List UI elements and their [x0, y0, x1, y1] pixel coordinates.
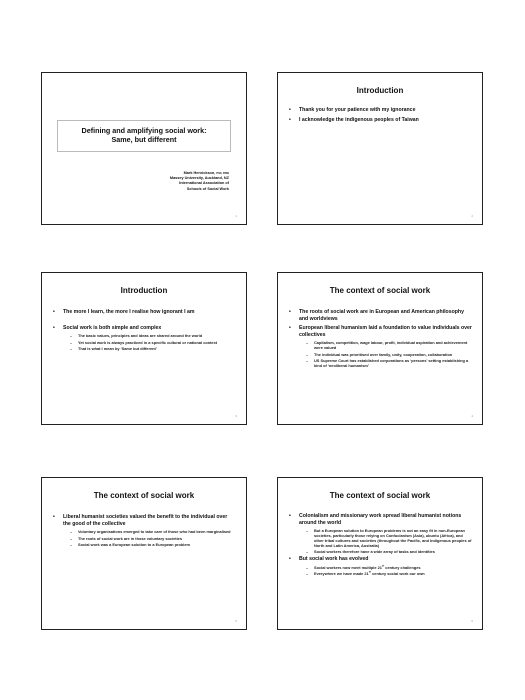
- slide-content: [288, 309, 472, 370]
- slide-number: 6: [471, 619, 473, 623]
- sub-bullet: – US Supreme Court has established corporations as ‘persons’ setting establishing a kind of ‘neoliberal humanism’: [306, 357, 469, 368]
- slide-title: The context of social work: [93, 491, 195, 500]
- sub-bullet: – Social work was a European solution to a European problem: [70, 541, 190, 547]
- sub-bullet: – The roots of social work are in those voluntary societies: [70, 535, 182, 541]
- author-block: [170, 171, 229, 192]
- slide-2: [277, 72, 483, 225]
- author-affiliation: Schools of Social Work: [186, 186, 229, 191]
- sub-bullet: – Everywhere we have made 21st century social work our own: [306, 571, 425, 577]
- bullet: • The roots of social work are in European and American philosophy and worldviews: [289, 309, 464, 322]
- sub-bullet: – Social workers now meet multiple 21st century challenges: [306, 564, 421, 570]
- slide-title: Introduction: [120, 286, 168, 295]
- slide-title: The context of social work: [329, 286, 431, 295]
- sub-bullet: – Yet social work is always practiced in a specific cultural or national context: [70, 339, 218, 345]
- sub-bullet: – That is what I mean by ‘Same but different’: [70, 345, 157, 351]
- slide-3: [41, 272, 247, 425]
- title-line: Defining and amplifying social work:: [81, 126, 207, 135]
- slide-4: [277, 272, 483, 425]
- bullet: • Thank you for your patience with my ignorance: [289, 107, 416, 113]
- sub-bullet: – Social workers therefore have a wide array of tasks and identities: [306, 548, 435, 554]
- sub-bullet: – The individual was prioritised over family, unity, cooperation, collaboration: [306, 351, 453, 357]
- slide-content: [52, 309, 236, 353]
- slide-6: [277, 477, 483, 630]
- slide-5: [41, 477, 247, 630]
- slide-title: Introduction: [356, 86, 404, 95]
- slide-1: [41, 72, 247, 225]
- author-credentials: PhD, RSW: [216, 172, 229, 175]
- presentation-title: [57, 120, 231, 152]
- sub-bullet: – Voluntary organisations emerged to take care of those who had been marginalised: [70, 529, 231, 535]
- sub-bullet: – Capitalism, competition, wage labour, profit, individual aspiration and achievement were valued: [306, 340, 468, 351]
- bullet: • But social work has evolved: [289, 556, 369, 563]
- author-affiliation: Massey University, Auckland, NZ: [169, 176, 229, 181]
- sub-bullet: – But a European solution to European problems is not an easy fit in non-European societies, particularly those relying on Confucianism (Asia), ubuntu (Africa), and other tribal cultures and societies (throughout the Pacific, and Indigenous peoples of North and Latin America, Australia): [306, 528, 472, 548]
- bullet: • I acknowledge the indigenous peoples of Taiwan: [289, 116, 419, 123]
- slide-number: 1: [235, 214, 237, 218]
- slide-number: 3: [235, 414, 237, 418]
- slide-content: [288, 513, 472, 579]
- slide-title: The context of social work: [329, 491, 431, 500]
- author-affiliation: International Association of: [179, 181, 229, 186]
- slide-number: 2: [471, 214, 473, 218]
- bullet: • Liberal humanist societies valued the benefit to the individual over the good of the collective: [53, 514, 228, 527]
- bullet: • Colonialism and missionary work spread liberal humanist notions around the world: [289, 513, 462, 526]
- slide-content: [52, 514, 236, 549]
- bullet: • European liberal humanism laid a foundation to value individuals over collectives: [289, 325, 472, 338]
- title-line: Same, but different: [111, 135, 177, 144]
- sub-bullet: – The basic values, principles and ideas are shared around the world: [70, 333, 203, 339]
- slide-content: [288, 107, 472, 126]
- bullet: • Social work is both simple and complex: [53, 324, 162, 331]
- author-name: Mark Henrickson,: [183, 171, 216, 175]
- bullet: • The more I learn, the more I realise how ignorant I am: [53, 309, 195, 315]
- slide-number: 4: [471, 414, 473, 418]
- slide-number: 5: [235, 619, 237, 623]
